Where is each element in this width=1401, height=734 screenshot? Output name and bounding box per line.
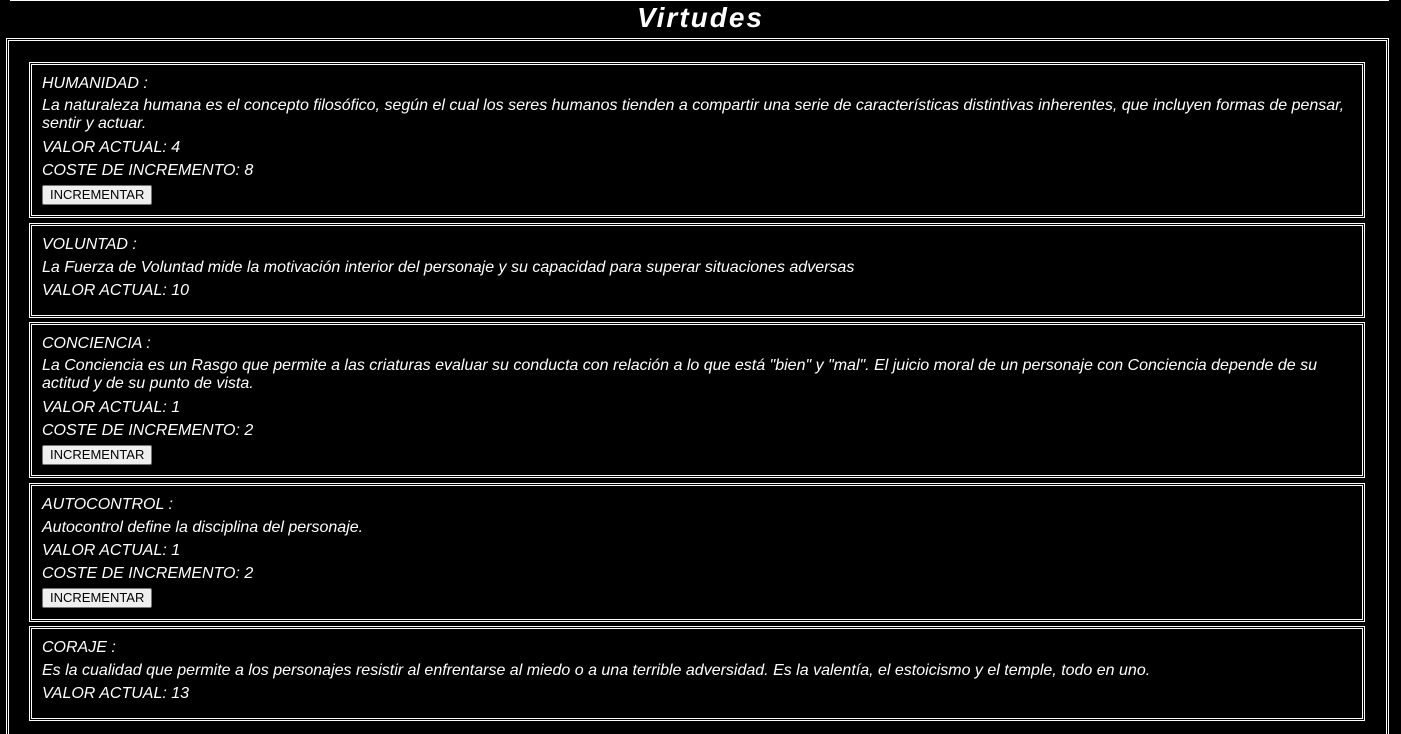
virtue-card-voluntad [29,223,1365,318]
virtue-current-value: VALOR ACTUAL: 1 [42,542,181,559]
virtue-description: La naturaleza humana es el concepto filosófico, según el cual los seres humanos tienden a compartir una serie de características distintivas inherentes, que incluyen formas de pensar, sentir y actuar. [42,97,1345,132]
virtue-name: VOLUNTAD : [42,236,137,253]
virtue-current-value: VALOR ACTUAL: 4 [42,139,181,156]
virtue-name: CORAJE : [42,639,116,656]
virtue-name: CONCIENCIA : [42,335,151,352]
page-title: Virtudes [637,2,764,33]
virtue-card-humanidad [29,62,1365,218]
virtue-current-value: VALOR ACTUAL: 13 [42,685,190,702]
virtue-increment-cost: COSTE DE INCREMENTO: 2 [42,565,254,582]
virtue-description: La Fuerza de Voluntad mide la motivación interior del personaje y su capacidad para superar situaciones adversas [42,259,855,276]
virtue-name: AUTOCONTROL : [42,496,173,513]
virtue-increment-cost: COSTE DE INCREMENTO: 8 [42,162,254,179]
virtue-card-coraje [29,626,1365,721]
virtue-description: Es la cualidad que permite a los personajes resistir al enfrentarse al miedo o a una terrible adversidad. Es la valentía, el estoicismo y el temple, todo en uno. [42,662,1151,679]
increment-button-conciencia[interactable]: INCREMENTAR [42,445,152,465]
virtue-card-autocontrol [29,483,1365,622]
virtue-description: La Conciencia es un Rasgo que permite a las criaturas evaluar su conducta con relación a lo que está "bien" y "mal". El juicio moral de un personaje con Conciencia depende de su actitud y de su punto de vista. [42,357,1318,392]
virtue-description: Autocontrol define la disciplina del personaje. [42,519,364,536]
virtue-current-value: VALOR ACTUAL: 1 [42,399,181,416]
virtue-current-value: VALOR ACTUAL: 10 [42,282,190,299]
virtue-card-conciencia [29,322,1365,478]
increment-button-autocontrol[interactable]: INCREMENTAR [42,588,152,608]
virtue-increment-cost: COSTE DE INCREMENTO: 2 [42,422,254,439]
virtue-name: HUMANIDAD : [42,75,148,92]
increment-button-humanidad[interactable]: INCREMENTAR [42,185,152,205]
